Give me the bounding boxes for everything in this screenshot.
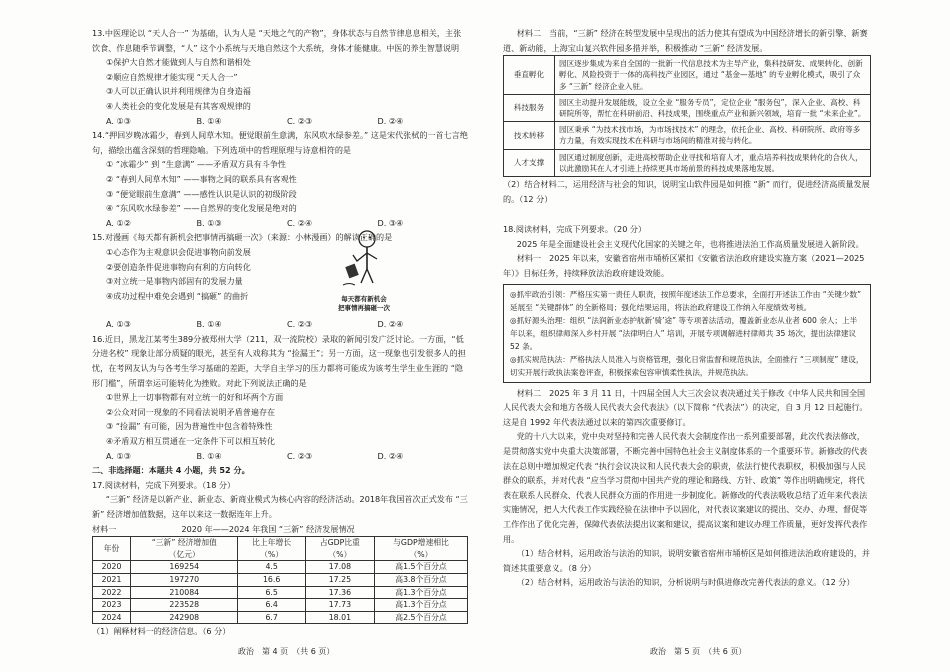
comic-figure-icon bbox=[323, 225, 405, 295]
table-row bbox=[93, 561, 468, 574]
cell: 高2.5个百分点 bbox=[374, 611, 467, 624]
q16-stem: 16.近日，黑龙江某考生389分被郑州大学（211，双一流院校）录取的新闻引发广泛讨论。一方面，“低分进名校” 现象让部分质疑的眼光，甚至有人戏称其为 “捡漏王”；另一方面，这一现象也引发很多人的担忧，在考网友认为与各考生学习基础的差距，大学自主学习的压力都将可能成为该考生学生业生涯的 “隐形门槛”，所谓幸运可能转化为挫败。对此下列说法正确的是 bbox=[92, 333, 466, 388]
row-text: 园区主动提升发展能级，设立全业 “服务专员”，定位企业 “服务包”，深入企业、高校、科研院所等，帮忙在科研前沿、科技成果，围绕重点产业和新兴领域，培育一批 “未来企业”。 bbox=[555, 94, 871, 121]
choice-b: B. ①④ bbox=[196, 115, 222, 126]
cell: 高1.3个百分点 bbox=[374, 599, 467, 612]
q13-option: ①保护大自然才能做到人与自然和谐相处 bbox=[106, 57, 251, 68]
q14-option: ④ “东风吹水绿参差” ——自然界的变化发展是绝对的 bbox=[106, 203, 297, 214]
q17-stem: 17.阅读材料，完成下列要求。（18 分） bbox=[92, 479, 236, 490]
q13-stem: 13.中医理论以 “天人合一” 为基础，认为人是 “天地之气的产物”，身体状态与自然节律息息相关，主张饮食、作息随季节调整，“人” 这个小系统与天地自然这个大系统，身体才能健康。中医的养生智慧说明 bbox=[92, 28, 462, 53]
cell: 高1.5个百分点 bbox=[374, 561, 467, 574]
choice-a: A. ①③ bbox=[106, 115, 132, 126]
question-15 bbox=[92, 230, 468, 332]
q14-choices bbox=[92, 216, 468, 231]
table-row bbox=[93, 611, 468, 624]
cell: 高3.8个百分点 bbox=[374, 573, 467, 586]
q17-table-heading bbox=[92, 522, 468, 537]
cell: 6.5 bbox=[238, 586, 305, 599]
q16-choices bbox=[92, 449, 468, 464]
choice-d: D. ②④ bbox=[377, 450, 404, 461]
col-header: 与GDP增速相比 （%） bbox=[374, 537, 467, 561]
q15-choices bbox=[92, 317, 468, 332]
q16-option: ①世界上一切事物都有对立统一的好和坏两个方面 bbox=[106, 392, 284, 403]
q18-stem: 18.阅读材料，完成下列要求。（20 分） bbox=[503, 224, 647, 235]
q16-option: ②公众对同一现象的不同看法说明矛盾普遍存在 bbox=[106, 406, 276, 417]
q14-stem: 14.“押回岁晚冰霜少，春到人间草木知。便觉眼前生意满，东风吹水绿参差。” 这是宋代张栻的一首七言绝句，描绘出蕴含深刻的哲理隐喻。下列选项中的哲理原理与诗意相符的是 bbox=[92, 130, 468, 155]
choice-c: C. ②③ bbox=[287, 450, 313, 461]
page-5 bbox=[503, 26, 871, 590]
choice-a: A. ①② bbox=[106, 217, 132, 228]
section-heading: 二、非选择题：本题共 4 小题，共 52 分。 bbox=[92, 465, 250, 476]
cell: 6.7 bbox=[238, 611, 305, 624]
choice-d: D. ③④ bbox=[377, 217, 404, 228]
q18-ask-2: （2）结合材料，运用政治与法治的知识，分析说明与时俱进修改完善代表法的意义。（12 分） bbox=[516, 577, 855, 588]
cell: 2022 bbox=[93, 586, 131, 599]
table-header-row bbox=[93, 537, 468, 561]
cell: 2023 bbox=[93, 599, 131, 612]
question-18 bbox=[503, 222, 871, 590]
table-row bbox=[504, 149, 871, 176]
choice-a: A. ①③ bbox=[106, 450, 132, 461]
q15-option: ③对立统一是事物内部固有的发展力量 bbox=[106, 276, 243, 287]
cell: 197270 bbox=[131, 573, 238, 586]
material-2-intro: 材料二 当前，“三新” 经济在转型发展中呈现出的活力使其有望成为中国经济增长的新引擎、新赛道、新动能，上海宝山复兴软件园多措并举，积极推动 “三新” 经济发展。 bbox=[503, 28, 868, 53]
cell: 169254 bbox=[131, 561, 238, 574]
cell: 2020 bbox=[93, 561, 131, 574]
measure-item: ◎抓牢政治引领：严格压实第一责任人职责，按照年度述法工作总要求，全面打开述法工作由 “关键少数” 延展至 “关键群体” 的全新格局；强化结果运用，将法治政府建设工作纳入年度绩效考核。 bbox=[510, 289, 862, 312]
measure-item: ◎抓好源头治理：组织 “法润新业态护航新‘骑’途” 等专项普法活动，覆盖新业态从业者 600 余人；上半年以来，组织律师深入乡村开展 “法律明白人” 培训，开展专项调解进村律师共 35 场次，提出法律建议 52 条。 bbox=[510, 315, 858, 351]
sanxin-table bbox=[92, 536, 468, 624]
choice-b: B. ①④ bbox=[196, 450, 222, 461]
table-row bbox=[93, 573, 468, 586]
col-header: 年份 bbox=[93, 537, 131, 561]
row-text: 园区逐步集成为来自全国的一批新一代信息技术为主导产业，集科技研发、成果转化、创新孵化、风险投资于一体的高科技产业园区，通过 “基金—基地” 的专业孵化模式，吸引了众多 “三新” 经济企业入驻。 bbox=[555, 56, 871, 95]
q16-option: ③ “捡漏” 有可能，因为普遍性中包含着特殊性 bbox=[106, 421, 273, 432]
col-header: 占GDP比重 （%） bbox=[305, 537, 374, 561]
q14-option: ③ “便觉眼前生意满” ——感性认识是认识的初级阶段 bbox=[106, 188, 297, 199]
q13-option: ③人可以正确认识并利用规律为自身造福 bbox=[106, 86, 251, 97]
law-measures-box bbox=[503, 284, 871, 383]
question-17 bbox=[92, 478, 468, 639]
comic-caption: 每天都有新机会 把事情再搞砸一次 bbox=[338, 295, 390, 312]
table-row bbox=[93, 586, 468, 599]
table-row bbox=[504, 94, 871, 121]
q14-option: ② “春到人间草木知” ——事物之间的联系具有客观性 bbox=[106, 173, 297, 184]
page-footer-left: 政治 第 4 页 （共 6 页） bbox=[238, 647, 335, 656]
choice-c: C. ②③ bbox=[287, 319, 313, 330]
q14-option: ① “冰霜少” 到 “生意满” ——矛盾双方具有斗争性 bbox=[106, 159, 287, 170]
choice-c: C. ②③ bbox=[287, 115, 313, 126]
choice-b: B. ①④ bbox=[196, 319, 222, 330]
softpark-table bbox=[503, 55, 871, 177]
q18-para: 党的十八大以来，党中央对坚持和完善人民代表大会制度作出一系列重要部署，此次代表法修改，是贯彻落实党中央重大决策部署，不断完善中国特色社会主义制度体系的一个重要环节。新修改的代表法在总则中增加规定代表 “执行会议决议和人民代表大会的职责，依法行使代表职权，积极加强与人民群众的联系，并对代表 “应当学习贯彻中国共产党的理论和路线、方针、政策” 等作出明确规定，将代表在联系人民群众、代表人民群众方面的作用进一步制度化。新修改的代表法吸收总结了近年来代表法实施情况，把人大代表工作实践经验在法律中予以固化，对代表议案建议的提出、交办、办理、督促等工作作出了优化完善，保障代表依法提出议案和建议，提高议案和建议办理工作质量，更好发挥代表作用。 bbox=[503, 431, 868, 544]
cell: 17.36 bbox=[305, 586, 374, 599]
col-header: 比上年增长 （%） bbox=[238, 537, 305, 561]
cell: 17.73 bbox=[305, 599, 374, 612]
q15-stem: 15.对漫画《每天都有新机会把事情再搞砸一次》（来源：小林漫画）的解读正确的是 bbox=[92, 232, 393, 243]
row-label: 人才支撑 bbox=[504, 149, 555, 176]
choice-c: C. ②④ bbox=[287, 217, 313, 228]
page-4 bbox=[92, 26, 468, 639]
q16-option: ④矛盾双方相互贯通在一定条件下可以相互转化 bbox=[106, 436, 276, 447]
cell: 4.5 bbox=[238, 561, 305, 574]
cell: 6.4 bbox=[238, 599, 305, 612]
cell: 18.01 bbox=[305, 611, 374, 624]
q13-choices bbox=[92, 114, 468, 129]
cell: 2024 bbox=[93, 611, 131, 624]
q13-option: ②顺应自然规律才能实现 “天人合一” bbox=[106, 71, 238, 82]
row-label: 垂直孵化 bbox=[504, 56, 555, 95]
question-16 bbox=[92, 332, 468, 463]
page-footer-right: 政治 第 5 页 （共 6 页） bbox=[650, 647, 747, 656]
cell: 223528 bbox=[131, 599, 238, 612]
q18-material-1: 材料一 2025 年以来，安徽省宿州市埇桥区紧扣《安徽省法治政府建设实施方案（2021—2025 年）》目标任务，持续释放法治政府建设效能。 bbox=[503, 253, 865, 278]
row-text: 园区通过制度创新，走进高校帮助企业寻找和培育人才，重点培养科技成果转化的合伙人，以此激励其在人才引进上持续更具市场前景的科技成果落地发展。 bbox=[555, 149, 871, 176]
q18-ask-1: （1）结合材料，运用政治与法治的知识，说明安徽省宿州市埇桥区是如何推进法治政府建设的，并简述其重要意义。（8 分） bbox=[503, 548, 870, 573]
cell: 210084 bbox=[131, 586, 238, 599]
table-row bbox=[93, 599, 468, 612]
cell: 242908 bbox=[131, 611, 238, 624]
row-text: 园区秉承 “为技术找市场，为市场找技术” 的理念，依托企业、高校、科研院所、政府等多方力量，有效实现技术在科研与市场间的精准对接与转化。 bbox=[555, 122, 871, 149]
q17-ask-2: （2）结合材料二，运用经济与社会的知识，说明宝山软件园是如何推 “新” 而行，促进经济高质量发展的。（12 分） bbox=[503, 179, 870, 204]
q15-option: ④成功过程中难免会遇到 “搞砸” 的曲折 bbox=[106, 290, 249, 301]
table-row bbox=[504, 56, 871, 95]
q15-option: ①心态作为主观意识会促进事物向前发展 bbox=[106, 246, 251, 257]
q17-intro: “三新” 经济是以新产业、新业态、新商业模式为核心内容的经济活动。2018年我国首次正式发布 “三新” 经济增加值数据，这年以来这一数据连年上升。 bbox=[92, 494, 468, 519]
cell: 2021 bbox=[93, 573, 131, 586]
cell: 17.08 bbox=[305, 561, 374, 574]
cell: 17.25 bbox=[305, 573, 374, 586]
comic-illustration bbox=[323, 225, 405, 325]
measure-item: ◎抓实规范执法：严格执法人员准入与资格管理，强化日常监督和规范执法，全面推行 “三项制度” 建设，切实开展行政执法案卷评查，积极探索包容审慎柔性执法，并规范执法。 bbox=[510, 354, 864, 377]
q13-option: ④人类社会的变化发展是有其客观规律的 bbox=[106, 100, 251, 111]
q18-material-2: 材料二 2025 年 3 月 11 日，十四届全国人大三次会议表决通过关于修改《中华人民共和国全国人民代表大会和地方各级人民代表大会代表法》（以下简称 “代表法”）的决定，自 3 月 12 日起施行。这是自 1992 年代表法通过以来的第四次重要修订。 bbox=[503, 387, 868, 427]
cell: 高1.3个百分点 bbox=[374, 586, 467, 599]
choice-d: D. ②④ bbox=[377, 115, 404, 126]
row-label: 科技服务 bbox=[504, 94, 555, 121]
question-14 bbox=[92, 128, 468, 230]
choice-a: A. ①③ bbox=[106, 319, 132, 330]
table-row bbox=[504, 122, 871, 149]
choice-b: B. ①③ bbox=[196, 217, 222, 228]
row-label: 技术转移 bbox=[504, 122, 555, 149]
cell: 16.6 bbox=[238, 573, 305, 586]
q18-para: 2025 年是全面建设社会主义现代化国家的关键之年，也将推进法治工作高质量发展进入新阶段。 bbox=[516, 238, 864, 249]
question-13 bbox=[92, 26, 468, 128]
q15-option: ②要创造条件促进事物向有利的方向转化 bbox=[106, 261, 251, 272]
table-title: 2020 年——2024 年我国 “三新” 经济发展情况 bbox=[181, 523, 355, 534]
choice-d: D. ②④ bbox=[377, 319, 404, 330]
material-label: 材料一 bbox=[92, 523, 117, 534]
q17-ask-1: （1）阐释材料一的经济信息。（6 分） bbox=[92, 626, 231, 637]
col-header: “三新” 经济增加值 （亿元） bbox=[131, 537, 238, 561]
